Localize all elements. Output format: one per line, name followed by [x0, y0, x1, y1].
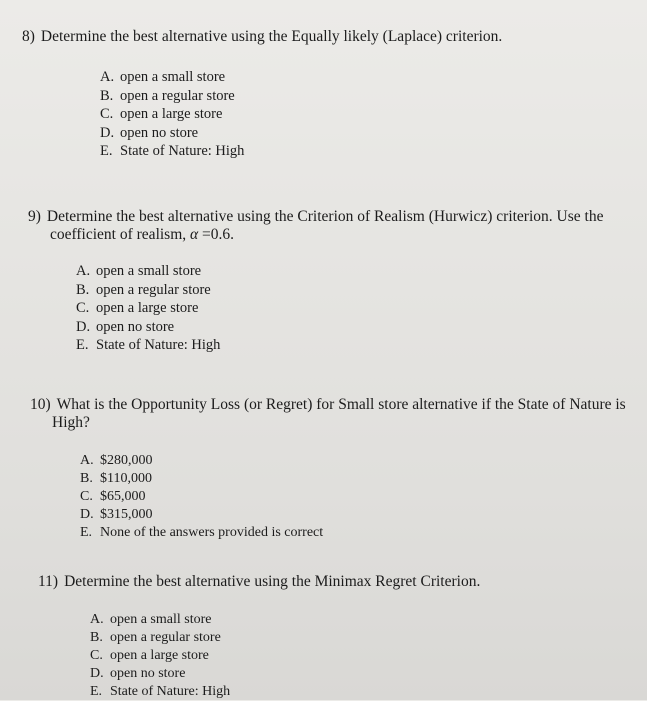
option-letter: A. [90, 612, 104, 627]
option-text: open a large store [120, 106, 223, 122]
option-b [90, 629, 230, 647]
option-letter: C. [80, 489, 93, 504]
option-letter: B. [80, 471, 93, 486]
option-letter: E. [100, 143, 113, 159]
question-number: 8) [22, 28, 35, 45]
question-11 [38, 573, 481, 699]
answer-options [100, 68, 244, 161]
question-10 [30, 396, 626, 540]
option-text: None of the answers provided is correct [100, 525, 324, 540]
option-letter: D. [76, 318, 91, 335]
option-c [90, 647, 230, 665]
option-c [76, 299, 220, 318]
option-a [80, 452, 323, 470]
option-text: $280,000 [100, 453, 153, 468]
option-text: open a large store [110, 648, 209, 663]
question-8 [22, 28, 503, 159]
option-d [76, 318, 220, 337]
question-text-continuation [28, 226, 603, 244]
option-text: $65,000 [100, 489, 146, 504]
option-text: State of Nature: High [120, 143, 245, 159]
question-text-continuation: High? [52, 414, 90, 431]
option-text: open a small store [120, 69, 226, 85]
option-text: State of Nature: High [96, 337, 221, 353]
question-8-title [22, 28, 502, 46]
question-text: Determine the best alternative using the Criterion of Realism (Hurwicz) criterion. Use the [46, 208, 604, 225]
option-letter: B. [90, 630, 103, 645]
option-text: State of Nature: High [110, 684, 231, 699]
option-a [76, 262, 220, 281]
question-text: What is the Opportunity Loss (or Regret) for Small store alternative if the State of Nature is [56, 396, 626, 413]
option-b [76, 281, 220, 300]
question-9-title [28, 208, 603, 244]
option-text: open a regular store [96, 281, 211, 298]
option-text: open no store [110, 666, 186, 681]
option-letter: E. [76, 337, 89, 353]
option-e [90, 683, 230, 701]
option-d [90, 665, 230, 683]
answer-options [80, 452, 323, 542]
option-b [100, 87, 244, 106]
option-e [80, 524, 323, 542]
alpha-value: =0.6. [202, 226, 235, 243]
option-letter: A. [76, 263, 91, 279]
option-c [80, 488, 323, 506]
question-10-title [30, 396, 626, 432]
option-a [100, 68, 244, 87]
option-text: open no store [120, 124, 199, 141]
question-number: 11) [38, 573, 59, 590]
question-text: coefficient of realism, [50, 226, 187, 243]
answer-options [76, 262, 220, 355]
option-text: open a regular store [120, 87, 235, 104]
option-text: open no store [96, 318, 175, 335]
option-letter: C. [100, 106, 114, 122]
question-text: Determine the best alternative using the Equally likely (Laplace) criterion. [40, 28, 503, 45]
question-number: 10) [30, 396, 51, 413]
option-text: $315,000 [100, 507, 153, 522]
option-letter: C. [76, 300, 90, 316]
option-letter: E. [90, 684, 103, 699]
option-letter: A. [100, 69, 115, 85]
option-text: open a regular store [110, 630, 221, 645]
option-d [100, 124, 244, 143]
option-letter: A. [80, 453, 94, 468]
option-letter: D. [80, 507, 94, 522]
option-text: open a small store [96, 263, 202, 279]
option-d [80, 506, 323, 524]
question-11-title [38, 573, 480, 591]
option-letter: C. [90, 648, 103, 663]
option-b [80, 470, 323, 488]
question-text: Determine the best alternative using the Minimax Regret Criterion. [64, 573, 481, 590]
option-letter: D. [90, 666, 104, 681]
option-letter: E. [80, 525, 93, 540]
answer-options [90, 611, 230, 701]
option-text: $110,000 [100, 471, 152, 486]
option-letter: B. [76, 281, 90, 298]
question-number: 9) [28, 208, 41, 225]
option-a [90, 611, 230, 629]
option-e [76, 336, 220, 355]
option-e [100, 142, 244, 161]
option-letter: D. [100, 124, 115, 141]
option-text: open a small store [110, 612, 212, 627]
option-letter: B. [100, 87, 114, 104]
question-9 [28, 208, 604, 353]
alpha-symbol: α [190, 226, 199, 243]
option-text: open a large store [96, 300, 199, 316]
option-c [100, 105, 244, 124]
